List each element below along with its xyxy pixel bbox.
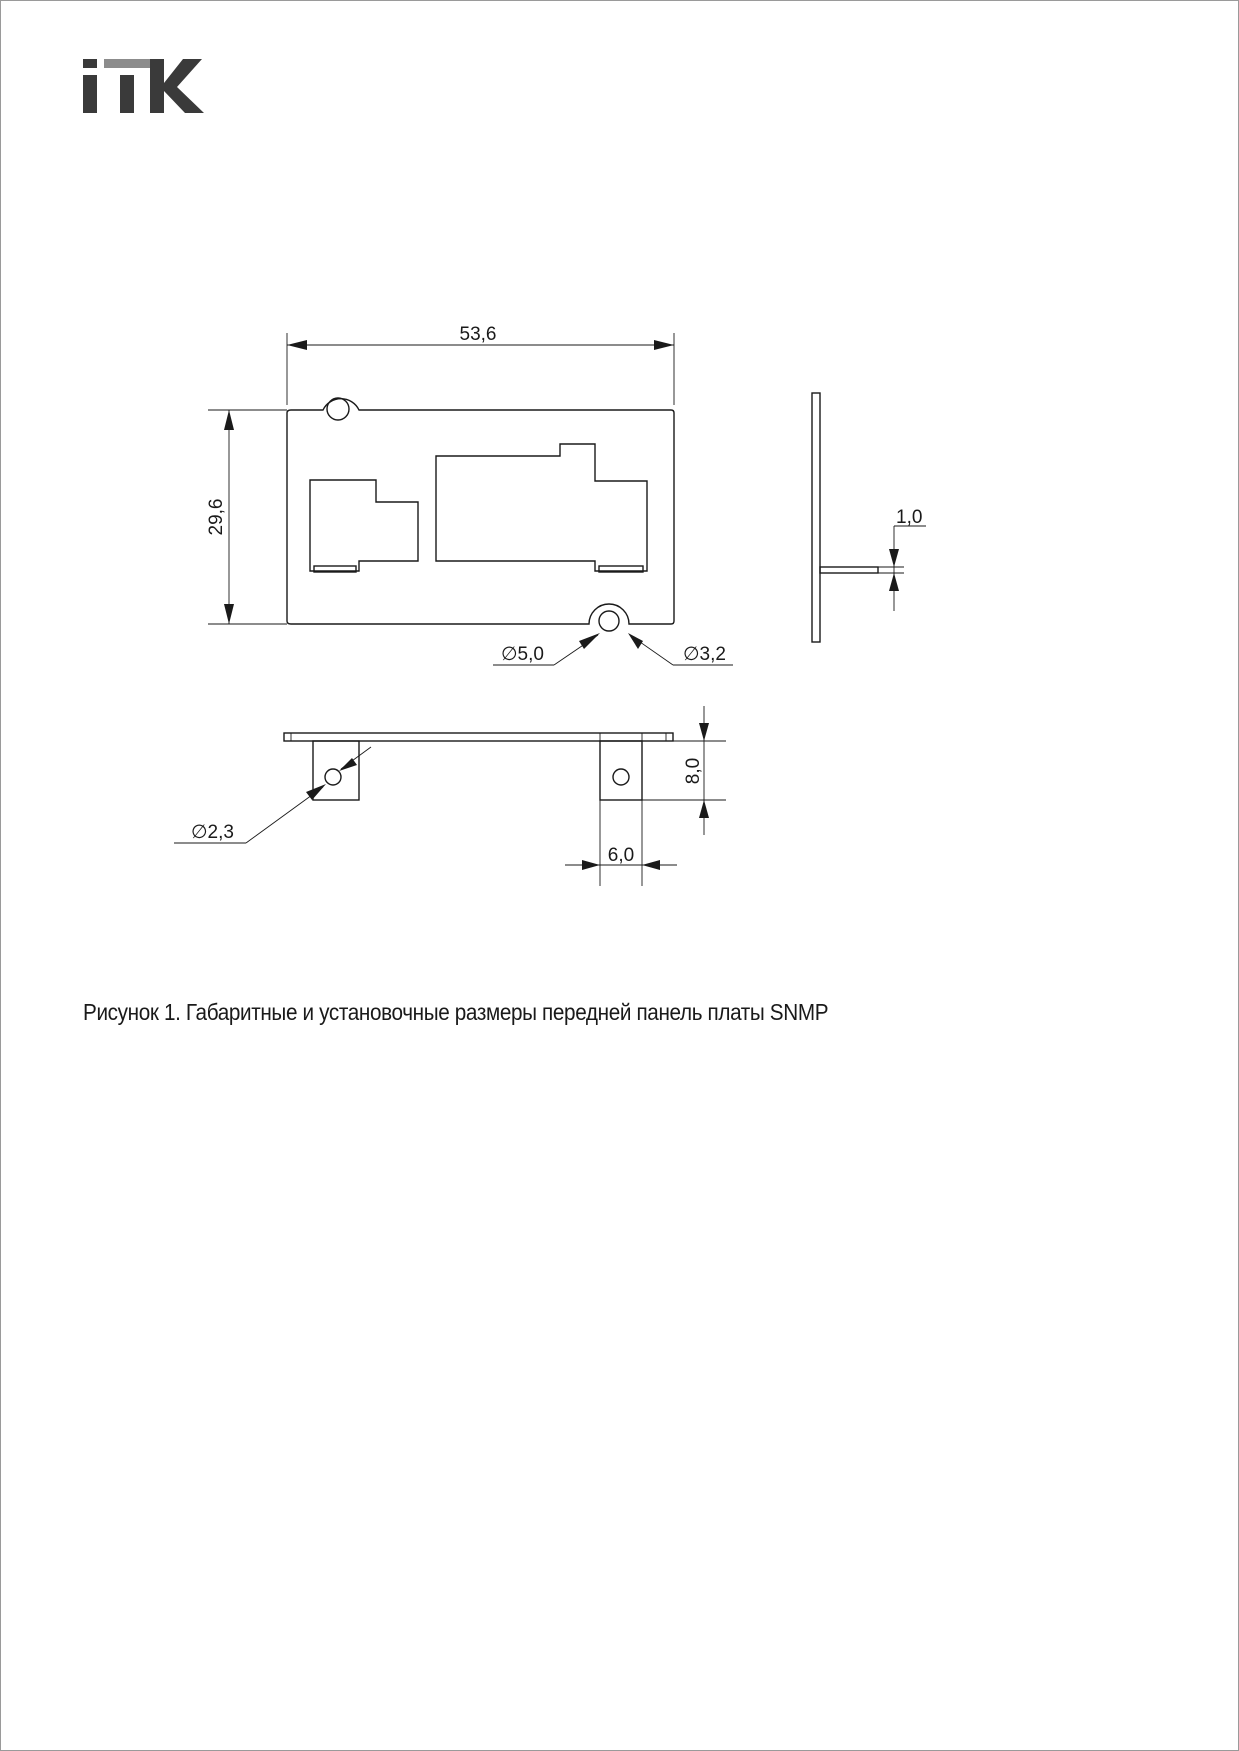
dim-width-label: 53,6 xyxy=(459,324,497,345)
figure-caption: Рисунок 1. Габаритные и установочные размеры передней панель платы SNMP xyxy=(83,999,829,1025)
dim-thickness-label: 1,0 xyxy=(896,507,923,528)
dimension-bracket-width xyxy=(565,800,677,886)
hole-callouts xyxy=(493,633,733,665)
dim-height-label: 29,6 xyxy=(206,498,227,536)
bracket-hole-callout xyxy=(174,747,371,843)
dimension-height xyxy=(206,410,287,624)
side-view xyxy=(812,393,926,642)
dimension-width xyxy=(287,324,674,405)
dim-bracket-height-label: 8,0 xyxy=(683,757,704,785)
technical-drawing xyxy=(1,1,1239,1001)
dim-bracket-hole-label: ∅2,3 xyxy=(191,822,234,843)
dim-bracket-width-label: 6,0 xyxy=(607,845,635,866)
dimension-bracket-height xyxy=(642,706,726,835)
top-view xyxy=(284,733,673,800)
dim-hole-large-label: ∅5,0 xyxy=(501,644,544,665)
dim-hole-small-label: ∅3,2 xyxy=(683,644,726,665)
front-view xyxy=(287,398,674,631)
